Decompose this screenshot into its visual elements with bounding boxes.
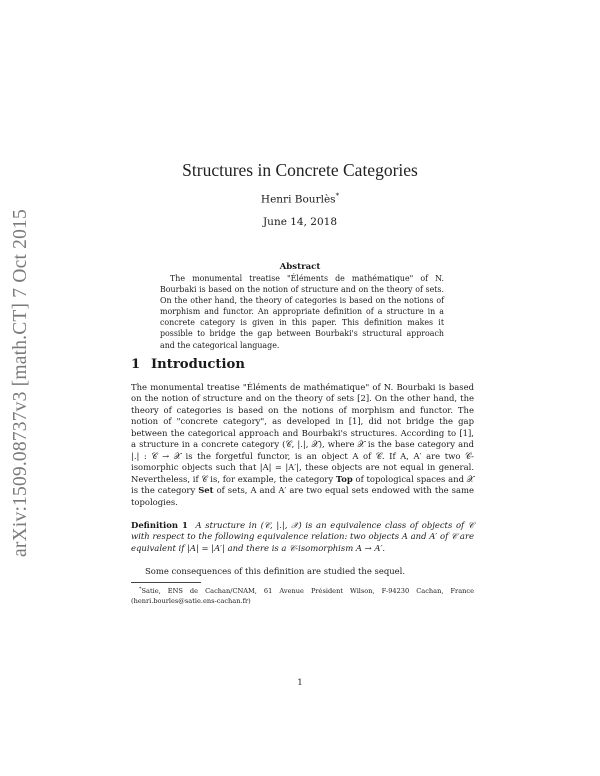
footnote-divider xyxy=(131,582,201,583)
paper-date: June 14, 2018 xyxy=(262,216,338,228)
footnote-mark: * xyxy=(139,586,142,592)
author-line xyxy=(0,192,600,206)
category-top: Top xyxy=(335,473,353,484)
arxiv-identifier xyxy=(8,180,34,586)
author-name: Henri Bourlès xyxy=(260,193,336,206)
intro-text-2: of topological spaces and 𝒳 is the category xyxy=(131,473,475,496)
definition-block xyxy=(131,520,474,554)
definition-label: Definition 1 xyxy=(131,520,188,530)
abstract-heading: Abstract xyxy=(279,262,321,272)
section-title: Introduction xyxy=(151,357,245,372)
paper-title: Structures in Concrete Categories xyxy=(182,160,418,180)
consequences-sentence: Some consequences of this definition are studied the sequel. xyxy=(145,566,406,576)
abstract-text: The monumental treatise "Éléments de mathématique" of N. Bourbaki is based on the notion of structure and on the theory of sets. On the other hand, the theory of categories is based on the notions of morphism and functor. An appropriate definition of a structure in a concrete category is given in this paper. This definition makes it possible to bridge the gap between Bourbaki's structural approach and the categorical language. xyxy=(160,274,444,350)
page-number: 1 xyxy=(297,678,303,688)
intro-text-1: The monumental treatise "Éléments de mathématique" of N. Bourbaki is based on the notion of structure and on the theory of sets [2]. On the other hand, the theory of categories is based on the notions of morphism and functor. The notion of "concrete category", as developed in [1], did not bridge the gap between the categorical approach and Bourbaki's structures. According to [1], a structure in a concrete category (𝒞, |.|, 𝒳), where 𝒳 is the base category and |.| : 𝒞 → 𝒳 is the forgetful functor, is an object A of 𝒞. If A, A′ are two 𝒞-isomorphic objects such that |A| = |A′|, these objects are not equal in general. Nevertheless, if 𝒞 is, for example, the category xyxy=(131,382,474,484)
section-number: 1 xyxy=(131,357,141,372)
definition-text: A structure in (𝒞, |.|, 𝒳) is an equivalence class of objects of 𝒞 with respect to the following equivalence relation: two objects A and A′ of 𝒞 are equivalent if |A| = |A′| and there is a 𝒞-isomorphism A → A′. xyxy=(131,520,474,553)
footnote-text: Satie, ENS de Cachan/CNAM, 61 Avenue Président Wilson, F-94230 Cachan, France (henri.bourles@satie.ens-cachan.fr) xyxy=(131,587,474,605)
intro-paragraph xyxy=(131,382,474,508)
footnote xyxy=(131,585,474,606)
intro-text-3: of sets, A and A′ are two equal sets endowed with the same topologies. xyxy=(131,485,474,507)
author-footnote-mark: * xyxy=(335,192,340,200)
arxiv-identifier-text: arXiv:1509.08737v3 [math.CT] 7 Oct 2015 xyxy=(10,209,32,557)
section-heading xyxy=(131,357,245,372)
category-set: Set xyxy=(198,485,214,496)
